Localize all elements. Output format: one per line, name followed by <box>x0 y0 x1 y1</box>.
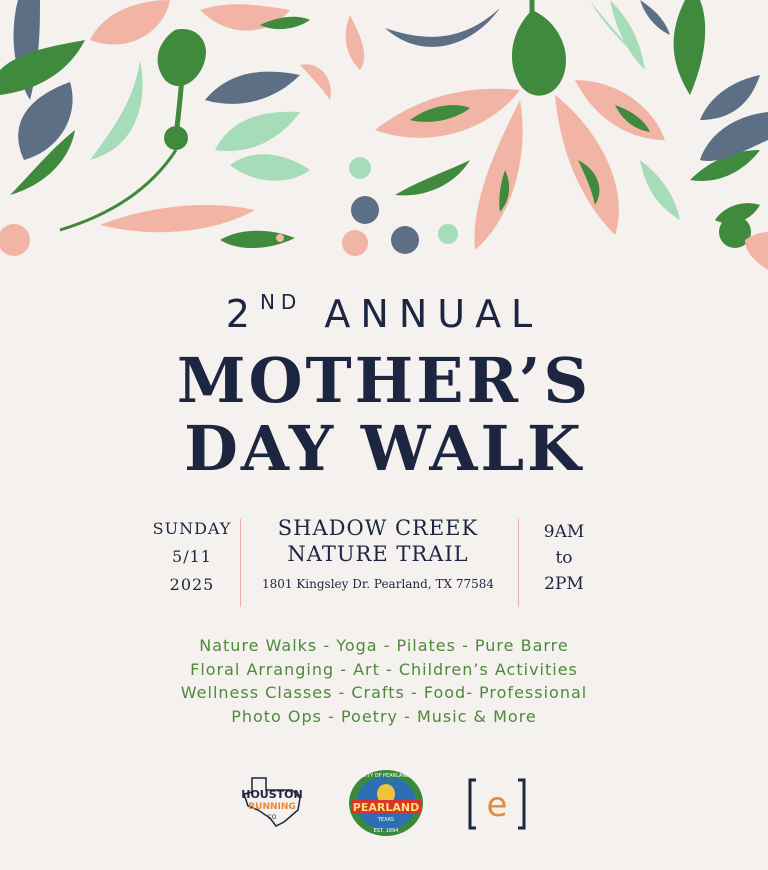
edition-suffix: ND <box>259 290 303 314</box>
city-of-pearland-ring-text: CITY OF PEARLAND <box>361 773 411 779</box>
running-text: RUNNING <box>248 802 296 812</box>
activities-line: Wellness Classes - Crafts - Food- Professional <box>180 683 588 702</box>
event-date-value: 5/11 <box>172 547 212 566</box>
texas-text: TEXAS <box>377 817 395 823</box>
activities-list <box>0 634 768 728</box>
city-of-pearland-logo <box>347 768 425 838</box>
edition-subtitle <box>0 292 768 336</box>
activities-line: Nature Walks - Yoga - Pilates - Pure Barre <box>199 636 569 655</box>
venue-address: 1801 Kingsley Dr. Pearland, TX 77584 <box>261 577 495 591</box>
floral-header-illustration <box>0 0 768 270</box>
pearland-text: PEARLAND <box>352 801 420 814</box>
houston-text: HOUSTON <box>241 788 303 801</box>
est-text: EST. 1894 <box>373 828 399 834</box>
edition-number: 2 <box>225 292 260 336</box>
event-venue <box>248 515 508 591</box>
divider-left <box>240 519 241 607</box>
activities-line: Floral Arranging - Art - Children’s Activities <box>190 659 578 679</box>
co-text: CO <box>267 814 277 821</box>
e-letter: e <box>486 785 508 825</box>
event-time <box>528 519 600 597</box>
time-separator: to <box>555 548 573 568</box>
event-year: 2025 <box>169 575 215 594</box>
sponsor-logos <box>0 768 768 848</box>
divider-right <box>518 519 519 607</box>
event-date <box>148 515 236 599</box>
annual-label: ANNUAL <box>324 292 543 336</box>
e-logo <box>466 776 528 832</box>
event-title-line1: MOTHER’S <box>176 344 592 417</box>
houston-running-co-logo <box>240 776 304 828</box>
time-start: 9AM <box>543 522 585 542</box>
time-end: 2PM <box>544 574 584 594</box>
event-details <box>0 515 768 610</box>
venue-name-line1: SHADOW CREEK <box>277 516 479 540</box>
event-day: SUNDAY <box>152 519 232 538</box>
venue-name-line2: NATURE TRAIL <box>287 542 469 566</box>
activities-line: Photo Ops - Poetry - Music & More <box>231 706 537 726</box>
event-title-line2: DAY WALK <box>184 412 584 485</box>
